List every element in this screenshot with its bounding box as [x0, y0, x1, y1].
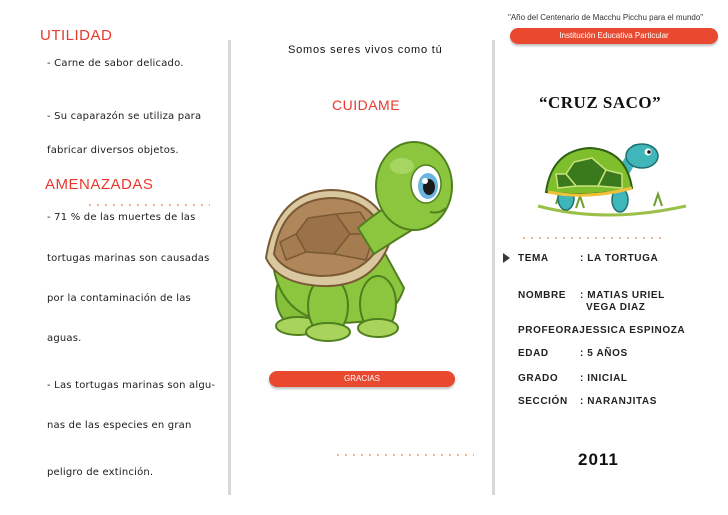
year-label: 2011: [578, 450, 619, 469]
info-label-tema: TEMA: [518, 253, 549, 264]
info-label-nombre: NOMBRE: [518, 290, 567, 301]
amenazadas-line: - 71 % de las muertes de las: [47, 212, 196, 223]
divider-right: [492, 40, 495, 495]
amenazadas-line: tortugas marinas son causadas: [47, 253, 210, 264]
amenazadas-line: por la contaminación de las: [47, 293, 191, 304]
info-label-grado: GRADO: [518, 373, 559, 384]
info-value-tema: : LA TORTUGA: [580, 253, 659, 264]
info-label-edad: EDAD: [518, 348, 549, 359]
turtle-illustration: [262, 138, 454, 346]
utilidad-title: UTILIDAD: [40, 27, 113, 44]
cuidame-title: CUIDAME: [332, 97, 401, 113]
small-turtle-illustration: [536, 140, 690, 222]
utilidad-line: fabricar diversos objetos.: [47, 145, 179, 156]
bullet-arrow-icon: [503, 253, 510, 263]
amenazadas-line: nas de las especies en gran: [47, 420, 192, 431]
info-value-edad: : 5 AÑOS: [580, 348, 628, 359]
info-value-profesora: : JESSICA ESPINOZA: [572, 325, 686, 336]
institution-banner: Institución Educativa Particular: [510, 28, 718, 44]
tagline: Somos seres vivos como tú: [288, 44, 443, 56]
year-motto: "Año del Centenario de Macchu Picchu para el mundo": [508, 13, 704, 22]
divider-left: [228, 40, 231, 495]
utilidad-line: - Carne de sabor delicado.: [47, 58, 184, 69]
amenazadas-line: peligro de extinción.: [47, 467, 154, 478]
dots-divider: [86, 203, 210, 207]
gracias-banner: GRACIAS: [269, 371, 455, 387]
utilidad-line: - Su caparazón se utiliza para: [47, 111, 202, 122]
info-value-grado: : INICIAL: [580, 373, 628, 384]
amenazadas-line: aguas.: [47, 333, 82, 344]
info-label-seccion: SECCIÓN: [518, 396, 568, 407]
amenazadas-line: - Las tortugas marinas son algu-: [47, 380, 216, 391]
dots-divider: [334, 453, 474, 457]
info-value-seccion: : NARANJITAS: [580, 396, 658, 407]
dots-divider: [520, 236, 662, 240]
info-label-profesora: PROFEORA: [518, 325, 580, 336]
info-value-nombre: : MATIAS URIEL: [580, 290, 665, 301]
school-name: “CRUZ SACO”: [539, 93, 662, 112]
amenazadas-title: AMENAZADAS: [45, 176, 154, 193]
info-value-nombre-line2: VEGA DIAZ: [586, 302, 646, 313]
